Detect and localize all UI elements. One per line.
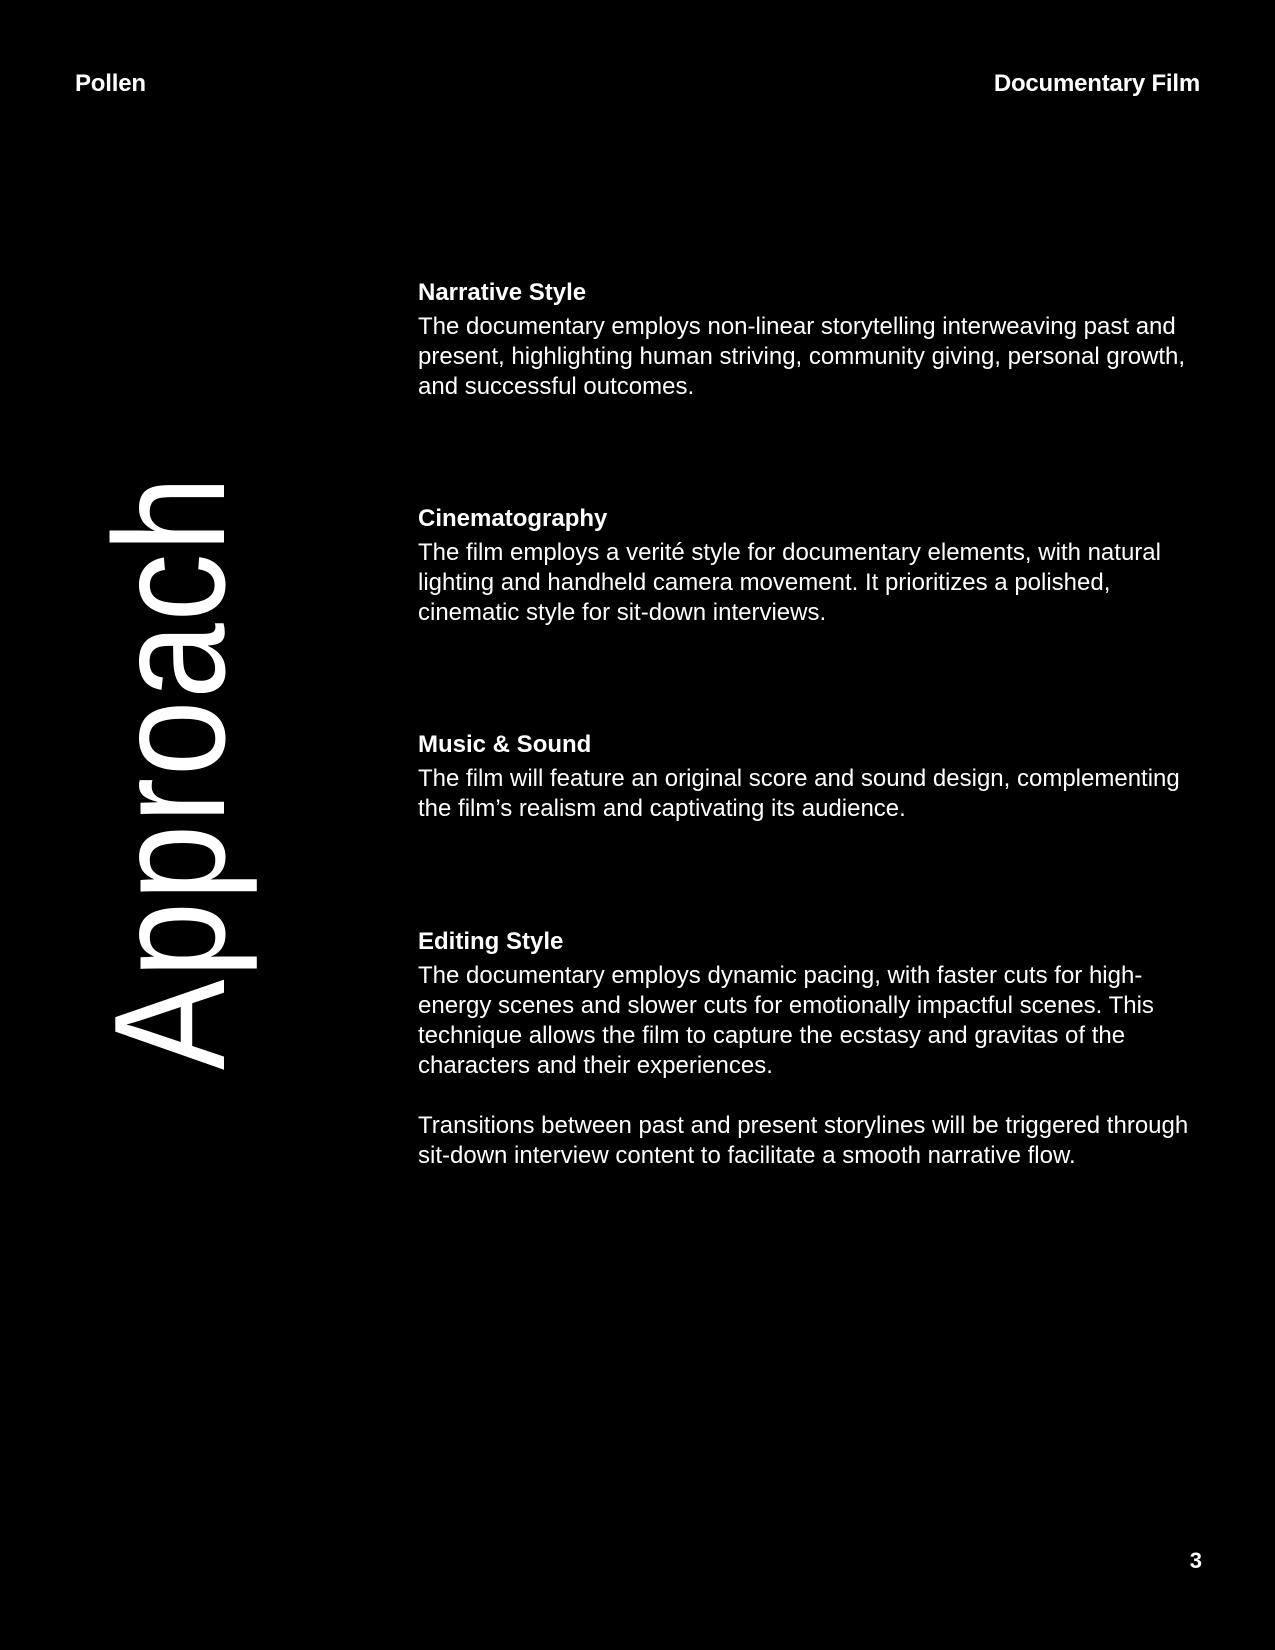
section-paragraph: Transitions between past and present storylines will be triggered through sit-down interview content to facilitate a smooth narrative flow. (418, 1112, 1189, 1169)
section-heading: Editing Style (418, 928, 564, 955)
section-cinematography (418, 504, 1198, 628)
section-music-sound (418, 730, 1198, 824)
section-paragraph: The documentary employs non-linear storytelling interweaving past and present, highlighting human striving, community giving, personal growth, and successful outcomes. (418, 313, 1186, 400)
section-editing-style (418, 927, 1198, 1171)
section-narrative-style (418, 278, 1198, 402)
page-title-vertical (82, 290, 258, 1070)
page-title: Approach (82, 474, 258, 1070)
page-number: 3 (1189, 1548, 1202, 1573)
header-document-type: Documentary Film (993, 70, 1200, 97)
section-heading: Music & Sound (418, 731, 592, 758)
section-paragraph: The film employs a verité style for documentary elements, with natural lighting and handheld camera movement. It prioritizes a polished, cinematic style for sit-down interviews. (418, 539, 1161, 626)
section-paragraph: The film will feature an original score and sound design, complementing the film’s realism and captivating its audience. (418, 765, 1180, 822)
section-heading: Narrative Style (418, 279, 587, 306)
header-brand: Pollen (75, 70, 146, 97)
section-paragraph: The documentary employs dynamic pacing, with faster cuts for high-energy scenes and slower cuts for emotionally impactful scenes. This technique allows the film to capture the ecstasy and gravitas of the characters and their experiences. (418, 962, 1154, 1079)
section-heading: Cinematography (418, 505, 608, 532)
